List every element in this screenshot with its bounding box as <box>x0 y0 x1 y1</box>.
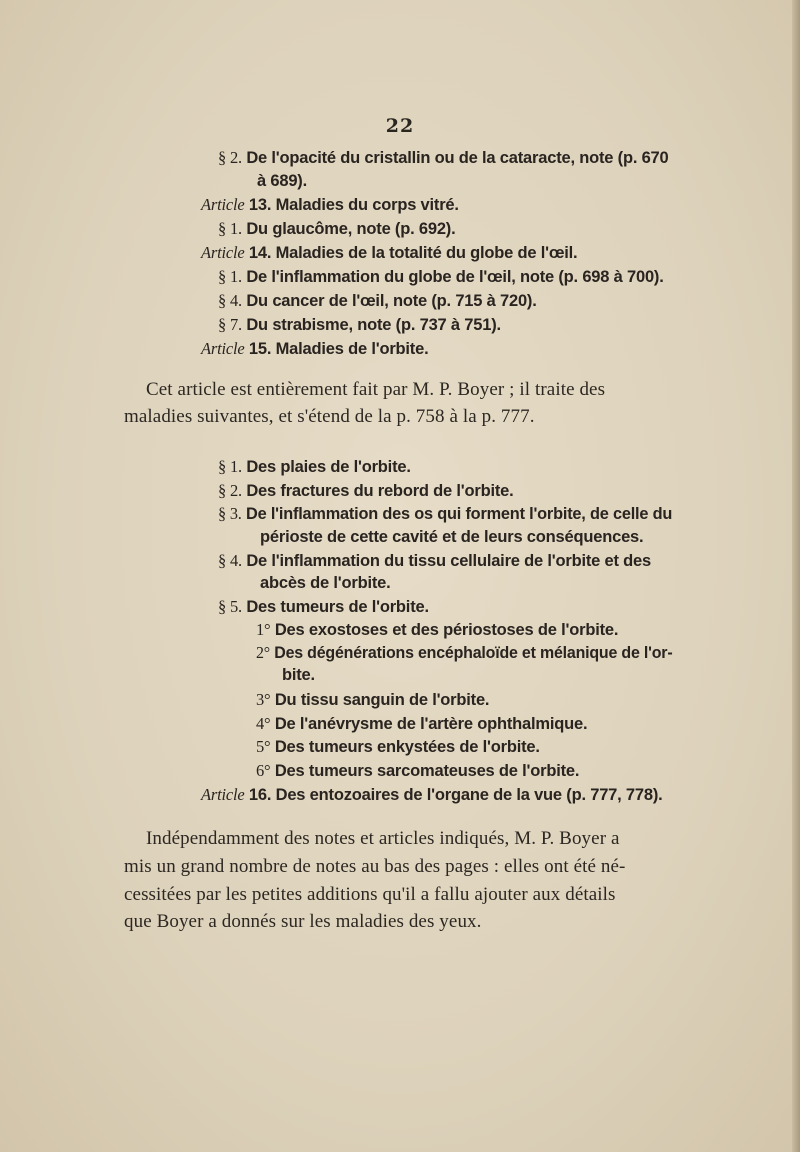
line-text: 16. Des entozoaires de l'organe de la vue (p. 777, 778). <box>248 786 663 804</box>
list-line <box>201 195 459 215</box>
list-line <box>260 528 643 547</box>
number-mark: 4° <box>256 714 271 733</box>
section-mark: § 7. <box>218 315 242 334</box>
list-line <box>256 690 489 710</box>
list-line <box>218 504 672 524</box>
line-text: De l'inflammation du tissu cellulaire de l'orbite et des <box>246 552 652 570</box>
page-number: 22 <box>385 115 415 137</box>
line-text: Des plaies de l'orbite. <box>246 458 411 476</box>
list-line <box>201 243 577 263</box>
section-mark: § 5. <box>218 597 242 616</box>
article-mark: Article <box>201 785 245 804</box>
line-text: bite. <box>282 666 315 684</box>
list-line <box>218 148 669 168</box>
line-text: 15. Maladies de l'orbite. <box>248 340 429 358</box>
section-mark: § 1. <box>218 267 242 286</box>
line-text: périoste de cette cavité et de leurs conséquences. <box>260 528 644 546</box>
list-line <box>218 291 537 311</box>
page-edge <box>792 0 800 1152</box>
number-mark: 3° <box>256 690 271 709</box>
number-mark: 5° <box>256 737 271 756</box>
list-line <box>256 737 540 757</box>
section-mark: § 3. <box>218 504 242 523</box>
number-mark: 6° <box>256 761 271 780</box>
section-mark: § 1. <box>218 219 242 238</box>
list-line <box>256 643 672 663</box>
paragraph-line: maladies suivantes, et s'étend de la p. 758 à la p. 777. <box>124 406 535 427</box>
paragraph-line: cessitées par les petites additions qu'il a fallu ajouter aux détails <box>124 884 616 905</box>
line-text: Des dégénérations encéphaloïde et mélanique de l'or- <box>274 644 673 662</box>
line-text: Des tumeurs enkystées de l'orbite. <box>274 738 540 756</box>
section-mark: § 4. <box>218 291 242 310</box>
line-text: Des fractures du rebord de l'orbite. <box>246 482 514 500</box>
list-line <box>256 620 618 640</box>
line-text: De l'inflammation des os qui forment l'orbite, de celle du <box>246 505 673 523</box>
list-line <box>218 457 411 477</box>
section-mark: § 1. <box>218 457 242 476</box>
article-mark: Article <box>201 243 245 262</box>
line-text: De l'inflammation du globe de l'œil, note (p. 698 à 700). <box>246 268 664 286</box>
line-text: Du strabisme, note (p. 737 à 751). <box>246 316 501 334</box>
number-mark: 1° <box>256 620 271 639</box>
paragraph-line: Indépendamment des notes et articles indiqués, M. P. Boyer a <box>146 828 620 849</box>
list-line <box>218 597 429 617</box>
line-text: Du tissu sanguin de l'orbite. <box>274 691 490 709</box>
line-text: Des exostoses et des périostoses de l'orbite. <box>274 621 619 639</box>
section-mark: § 2. <box>218 481 242 500</box>
list-line <box>256 761 579 781</box>
line-text: 14. Maladies de la totalité du globe de l'œil. <box>248 244 578 262</box>
list-line <box>201 785 663 805</box>
line-text: à 689). <box>257 172 307 190</box>
line-text: De l'opacité du cristallin ou de la cataracte, note (p. 670 <box>246 149 669 167</box>
list-line <box>260 574 391 593</box>
paragraph-line: mis un grand nombre de notes au bas des pages : elles ont été né- <box>124 856 626 877</box>
list-line <box>218 481 514 501</box>
line-text: abcès de l'orbite. <box>260 574 391 592</box>
section-mark: § 4. <box>218 551 242 570</box>
list-line <box>218 219 455 239</box>
number-mark: 2° <box>256 643 270 662</box>
article-mark: Article <box>201 195 245 214</box>
paragraph-line: Cet article est entièrement fait par M. P. Boyer ; il traite des <box>146 379 606 400</box>
line-text: Des tumeurs sarcomateuses de l'orbite. <box>274 762 580 780</box>
line-text: Des tumeurs de l'orbite. <box>246 598 429 616</box>
line-text: Du glaucôme, note (p. 692). <box>246 220 456 238</box>
list-line <box>256 714 587 734</box>
line-text: De l'anévrysme de l'artère ophthalmique. <box>274 715 588 733</box>
list-line <box>257 172 307 191</box>
list-line <box>218 315 501 335</box>
list-line <box>218 551 651 571</box>
section-mark: § 2. <box>218 148 242 167</box>
paragraph-line: que Boyer a donnés sur les maladies des yeux. <box>124 911 482 932</box>
list-line <box>201 339 428 359</box>
line-text: 13. Maladies du corps vitré. <box>248 196 459 214</box>
article-mark: Article <box>201 339 245 358</box>
list-line <box>282 666 315 685</box>
list-line <box>218 267 664 287</box>
line-text: Du cancer de l'œil, note (p. 715 à 720). <box>246 292 537 310</box>
